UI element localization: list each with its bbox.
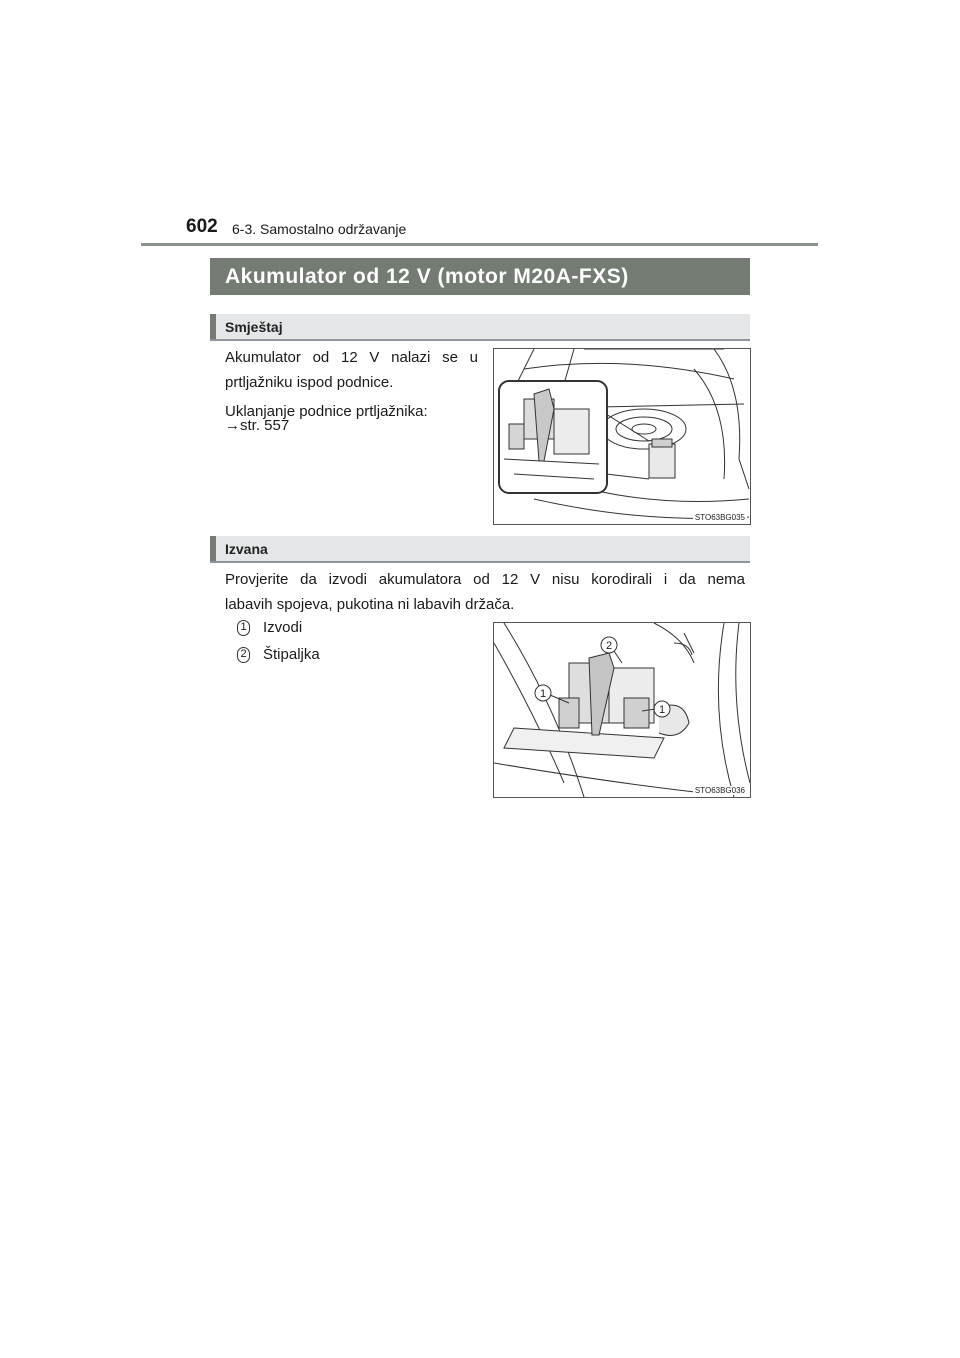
page-title — [210, 258, 750, 295]
item-label-terminals: Izvodi — [263, 619, 303, 636]
figure-code: STO63BG036 — [694, 786, 745, 795]
exterior-line-1: Provjerite da izvodi akumulatora od 12 V nisu korodirali i da nema — [225, 571, 745, 588]
item-label-clamp: Štipaljka — [263, 646, 320, 663]
battery-location-illustration — [494, 349, 750, 524]
page-number: 602 — [186, 216, 218, 237]
item-number-badge: 2 — [237, 647, 250, 663]
exterior-line-2: labavih spojeva, pukotina ni labavih držača. — [225, 596, 515, 613]
reference-page-link[interactable]: str. 557 — [240, 417, 290, 434]
callout-terminal-left: 1 — [539, 688, 547, 700]
battery-exterior-illustration — [494, 623, 750, 797]
item-number-badge: 1 — [237, 620, 250, 636]
battery-location-figure — [493, 348, 751, 525]
list-item — [237, 646, 320, 663]
battery-exterior-figure — [493, 622, 751, 798]
figure-code: STO63BG035 — [694, 513, 745, 522]
section-heading-location — [210, 314, 750, 341]
heading-accent — [210, 314, 216, 339]
section-heading-text: Smještaj — [225, 319, 283, 335]
header-divider — [141, 243, 818, 246]
callout-clamp: 2 — [605, 640, 613, 652]
floor-removal-text: Uklanjanje podnice prtljažnika: — [225, 403, 428, 420]
page-title-text: Akumulator od 12 V (motor M20A-FXS) — [225, 264, 629, 288]
section-heading-exterior — [210, 536, 750, 563]
location-line-1: Akumulator od 12 V nalazi se u — [225, 349, 478, 366]
list-item — [237, 619, 302, 636]
callout-terminal-right: 1 — [658, 704, 666, 716]
section-heading-text: Izvana — [225, 541, 268, 557]
page-reference — [225, 413, 289, 438]
location-line-2: prtljažniku ispod podnice. — [225, 374, 394, 391]
section-breadcrumb: 6-3. Samostalno održavanje — [232, 221, 407, 237]
heading-accent — [210, 536, 216, 561]
reference-arrow-icon: → — [225, 417, 240, 434]
